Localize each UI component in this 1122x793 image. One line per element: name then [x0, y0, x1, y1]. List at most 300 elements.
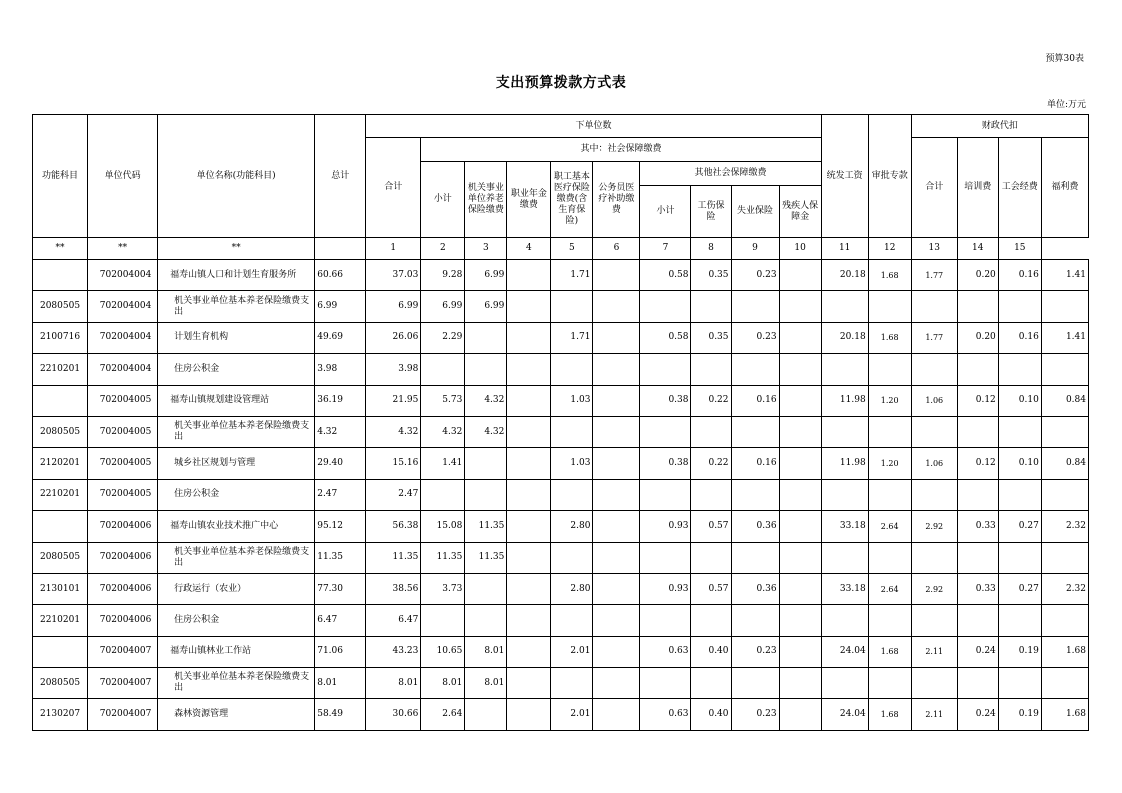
cell-ss-subtotal: 1.41	[421, 448, 465, 479]
header-salary: 统发工资	[821, 115, 868, 238]
cell-fd-sum	[911, 605, 957, 636]
cell-civil-medical	[593, 668, 640, 699]
cell-sum: 56.38	[366, 511, 421, 542]
cell-disability	[779, 605, 821, 636]
cell-other-subtotal	[640, 605, 691, 636]
cell-disability	[779, 260, 821, 291]
cell-total: 8.01	[315, 668, 366, 699]
cell-injury	[691, 291, 731, 322]
cell-welfare: 0.84	[1041, 448, 1088, 479]
cell-welfare: 1.68	[1041, 636, 1088, 667]
index-cell: 5	[551, 238, 593, 260]
cell-welfare	[1041, 479, 1088, 510]
cell-total: 77.30	[315, 573, 366, 604]
cell-training	[957, 668, 998, 699]
cell-unemployment: 0.23	[731, 260, 779, 291]
header-social-security: 其中：社会保障缴费	[421, 138, 821, 162]
cell-ss-subtotal: 4.32	[421, 416, 465, 447]
cell-func-subject: 2080505	[33, 668, 88, 699]
cell-other-subtotal	[640, 291, 691, 322]
index-cell	[315, 238, 366, 260]
index-cell: 15	[998, 238, 1041, 260]
header-unit-code: 单位代码	[88, 115, 158, 238]
cell-injury	[691, 668, 731, 699]
cell-annuity	[507, 385, 551, 416]
cell-civil-medical	[593, 354, 640, 385]
cell-sum: 21.95	[366, 385, 421, 416]
cell-union: 0.19	[998, 636, 1041, 667]
cell-sum: 4.32	[366, 416, 421, 447]
cell-annuity	[507, 354, 551, 385]
table-row	[33, 479, 1089, 510]
cell-annuity	[507, 699, 551, 730]
cell-fd-sum: 2.92	[911, 573, 957, 604]
cell-annuity	[507, 668, 551, 699]
header-disability: 残疾人保障金	[779, 186, 821, 238]
cell-other-subtotal	[640, 479, 691, 510]
cell-unit-code: 702004005	[88, 385, 158, 416]
header-training: 培训费	[957, 138, 998, 238]
table-row	[33, 448, 1089, 479]
cell-other-subtotal: 0.38	[640, 448, 691, 479]
cell-inst-pension: 8.01	[465, 668, 507, 699]
table-row	[33, 354, 1089, 385]
cell-func-subject: 2210201	[33, 605, 88, 636]
cell-unit-name: 福寿山镇林业工作站	[158, 636, 315, 667]
header-annuity: 职业年金缴费	[507, 162, 551, 238]
cell-func-subject: 2080505	[33, 291, 88, 322]
cell-injury	[691, 416, 731, 447]
cell-inst-pension: 4.32	[465, 416, 507, 447]
header-welfare: 福利费	[1041, 138, 1088, 238]
cell-unemployment	[731, 291, 779, 322]
cell-inst-pension: 4.32	[465, 385, 507, 416]
cell-union: 0.16	[998, 322, 1041, 353]
cell-unit-code: 702004006	[88, 605, 158, 636]
cell-training: 0.12	[957, 448, 998, 479]
cell-injury: 0.57	[691, 511, 731, 542]
cell-sum: 2.47	[366, 479, 421, 510]
cell-training	[957, 416, 998, 447]
cell-sum: 11.35	[366, 542, 421, 573]
cell-medical: 1.71	[551, 260, 593, 291]
cell-annuity	[507, 573, 551, 604]
cell-annuity	[507, 605, 551, 636]
header-ss-subtotal: 小计	[421, 162, 465, 238]
cell-medical: 2.01	[551, 699, 593, 730]
cell-salary: 24.04	[821, 699, 868, 730]
cell-civil-medical	[593, 385, 640, 416]
cell-total: 95.12	[315, 511, 366, 542]
cell-ss-subtotal: 2.64	[421, 699, 465, 730]
table-row	[33, 542, 1089, 573]
cell-other-subtotal	[640, 668, 691, 699]
cell-unit-name: 福寿山镇农业技术推广中心	[158, 511, 315, 542]
cell-unit-code: 702004007	[88, 636, 158, 667]
cell-fd-sum: 2.11	[911, 699, 957, 730]
index-cell: 6	[593, 238, 640, 260]
index-cell: 12	[868, 238, 911, 260]
table-row	[33, 291, 1089, 322]
cell-func-subject: 2210201	[33, 354, 88, 385]
cell-approved: 1.20	[868, 385, 911, 416]
header-lower-units: 下单位数	[366, 115, 821, 138]
cell-inst-pension: 11.35	[465, 511, 507, 542]
cell-unit-code: 702004007	[88, 668, 158, 699]
cell-salary: 20.18	[821, 260, 868, 291]
cell-ss-subtotal: 3.73	[421, 573, 465, 604]
cell-union	[998, 542, 1041, 573]
unit-label: 单位:万元	[1046, 100, 1086, 110]
header-other-subtotal: 小计	[640, 186, 691, 238]
cell-unit-name: 机关事业单位基本养老保险缴费支出	[158, 542, 315, 573]
index-cell: 11	[821, 238, 868, 260]
cell-approved: 1.68	[868, 322, 911, 353]
cell-union	[998, 668, 1041, 699]
cell-other-subtotal: 0.93	[640, 511, 691, 542]
cell-disability	[779, 573, 821, 604]
budget-table	[32, 114, 1089, 731]
cell-total: 36.19	[315, 385, 366, 416]
cell-welfare: 0.84	[1041, 385, 1088, 416]
cell-training: 0.33	[957, 511, 998, 542]
table-body	[33, 260, 1089, 731]
cell-approved: 2.64	[868, 511, 911, 542]
cell-func-subject: 2210201	[33, 479, 88, 510]
cell-annuity	[507, 448, 551, 479]
cell-welfare	[1041, 668, 1088, 699]
index-cell: 13	[911, 238, 957, 260]
cell-fd-sum	[911, 479, 957, 510]
cell-approved	[868, 668, 911, 699]
cell-other-subtotal	[640, 542, 691, 573]
cell-unemployment: 0.23	[731, 636, 779, 667]
header-civil-medical: 公务员医疗补助缴费	[593, 162, 640, 238]
cell-total: 71.06	[315, 636, 366, 667]
cell-disability	[779, 636, 821, 667]
cell-disability	[779, 699, 821, 730]
cell-welfare: 2.32	[1041, 511, 1088, 542]
cell-approved: 1.68	[868, 636, 911, 667]
cell-fd-sum: 1.06	[911, 385, 957, 416]
cell-civil-medical	[593, 511, 640, 542]
cell-civil-medical	[593, 291, 640, 322]
cell-training: 0.20	[957, 260, 998, 291]
cell-other-subtotal: 0.63	[640, 636, 691, 667]
table-row	[33, 668, 1089, 699]
cell-disability	[779, 448, 821, 479]
cell-total: 60.66	[315, 260, 366, 291]
cell-unit-name: 住房公积金	[158, 605, 315, 636]
cell-annuity	[507, 636, 551, 667]
cell-total: 58.49	[315, 699, 366, 730]
cell-salary	[821, 605, 868, 636]
cell-union	[998, 479, 1041, 510]
cell-medical	[551, 354, 593, 385]
cell-fd-sum: 2.92	[911, 511, 957, 542]
cell-disability	[779, 668, 821, 699]
cell-injury: 0.40	[691, 636, 731, 667]
cell-other-subtotal: 0.93	[640, 573, 691, 604]
cell-annuity	[507, 416, 551, 447]
table-number: 预算30表	[1045, 54, 1084, 64]
cell-medical	[551, 542, 593, 573]
cell-medical: 2.01	[551, 636, 593, 667]
cell-sum: 3.98	[366, 354, 421, 385]
index-cell: 14	[957, 238, 998, 260]
cell-salary	[821, 668, 868, 699]
cell-unit-code: 702004006	[88, 542, 158, 573]
cell-salary	[821, 479, 868, 510]
cell-welfare	[1041, 605, 1088, 636]
cell-injury: 0.22	[691, 385, 731, 416]
cell-training: 0.24	[957, 636, 998, 667]
header-total: 总计	[315, 115, 366, 238]
cell-training: 0.20	[957, 322, 998, 353]
cell-inst-pension	[465, 322, 507, 353]
cell-unit-name: 城乡社区规划与管理	[158, 448, 315, 479]
cell-welfare: 1.41	[1041, 322, 1088, 353]
cell-approved	[868, 416, 911, 447]
header-injury: 工伤保险	[691, 186, 731, 238]
cell-civil-medical	[593, 573, 640, 604]
cell-annuity	[507, 322, 551, 353]
cell-annuity	[507, 260, 551, 291]
cell-other-subtotal: 0.38	[640, 385, 691, 416]
cell-fd-sum	[911, 354, 957, 385]
cell-unemployment	[731, 354, 779, 385]
index-cell: **	[33, 238, 88, 260]
cell-disability	[779, 511, 821, 542]
cell-inst-pension	[465, 479, 507, 510]
cell-approved	[868, 479, 911, 510]
cell-fd-sum: 1.77	[911, 260, 957, 291]
cell-other-subtotal: 0.58	[640, 322, 691, 353]
cell-func-subject	[33, 260, 88, 291]
cell-other-subtotal: 0.58	[640, 260, 691, 291]
cell-unemployment	[731, 416, 779, 447]
cell-welfare: 2.32	[1041, 573, 1088, 604]
cell-unit-code: 702004004	[88, 291, 158, 322]
cell-unit-name: 住房公积金	[158, 354, 315, 385]
cell-inst-pension: 6.99	[465, 260, 507, 291]
cell-unit-code: 702004005	[88, 448, 158, 479]
cell-union: 0.27	[998, 573, 1041, 604]
cell-unit-code: 702004006	[88, 511, 158, 542]
cell-unemployment: 0.23	[731, 699, 779, 730]
table-header	[33, 115, 1089, 260]
cell-approved: 2.64	[868, 573, 911, 604]
table-row	[33, 573, 1089, 604]
cell-welfare	[1041, 416, 1088, 447]
cell-union: 0.10	[998, 448, 1041, 479]
cell-func-subject: 2080505	[33, 542, 88, 573]
cell-medical: 1.71	[551, 322, 593, 353]
cell-inst-pension: 11.35	[465, 542, 507, 573]
cell-disability	[779, 542, 821, 573]
cell-approved	[868, 354, 911, 385]
cell-civil-medical	[593, 542, 640, 573]
cell-unemployment: 0.16	[731, 448, 779, 479]
cell-disability	[779, 416, 821, 447]
cell-training	[957, 605, 998, 636]
cell-medical: 1.03	[551, 385, 593, 416]
cell-func-subject: 2130101	[33, 573, 88, 604]
cell-fd-sum: 1.06	[911, 448, 957, 479]
cell-fd-sum	[911, 291, 957, 322]
cell-salary	[821, 542, 868, 573]
cell-disability	[779, 479, 821, 510]
cell-unit-name: 计划生育机构	[158, 322, 315, 353]
cell-unit-code: 702004005	[88, 416, 158, 447]
cell-total: 49.69	[315, 322, 366, 353]
table-row	[33, 699, 1089, 730]
cell-approved: 1.20	[868, 448, 911, 479]
cell-unit-name: 福寿山镇规划建设管理站	[158, 385, 315, 416]
cell-injury: 0.35	[691, 260, 731, 291]
header-approved: 审批专款	[868, 115, 911, 238]
cell-approved	[868, 605, 911, 636]
cell-inst-pension	[465, 354, 507, 385]
header-medical: 职工基本医疗保险缴费(含生育保险)	[551, 162, 593, 238]
cell-other-subtotal	[640, 416, 691, 447]
cell-total: 4.32	[315, 416, 366, 447]
cell-civil-medical	[593, 322, 640, 353]
cell-unit-name: 机关事业单位基本养老保险缴费支出	[158, 416, 315, 447]
cell-unemployment: 0.36	[731, 573, 779, 604]
table-row	[33, 322, 1089, 353]
cell-sum: 37.03	[366, 260, 421, 291]
cell-sum: 6.47	[366, 605, 421, 636]
cell-union	[998, 605, 1041, 636]
table-row	[33, 260, 1089, 291]
cell-ss-subtotal: 10.65	[421, 636, 465, 667]
cell-inst-pension	[465, 605, 507, 636]
table-row	[33, 385, 1089, 416]
table-row	[33, 416, 1089, 447]
cell-sum: 6.99	[366, 291, 421, 322]
cell-injury: 0.22	[691, 448, 731, 479]
cell-inst-pension	[465, 699, 507, 730]
cell-sum: 30.66	[366, 699, 421, 730]
index-cell: 9	[731, 238, 779, 260]
cell-unit-name: 住房公积金	[158, 479, 315, 510]
cell-salary	[821, 354, 868, 385]
cell-injury	[691, 479, 731, 510]
cell-annuity	[507, 542, 551, 573]
cell-total: 2.47	[315, 479, 366, 510]
cell-ss-subtotal: 5.73	[421, 385, 465, 416]
cell-unit-name: 森林资源管理	[158, 699, 315, 730]
cell-unit-name: 机关事业单位基本养老保险缴费支出	[158, 291, 315, 322]
cell-medical	[551, 605, 593, 636]
cell-ss-subtotal	[421, 479, 465, 510]
cell-approved	[868, 542, 911, 573]
cell-civil-medical	[593, 416, 640, 447]
cell-union	[998, 416, 1041, 447]
cell-training: 0.33	[957, 573, 998, 604]
header-inst-pension: 机关事业单位养老保险缴费	[465, 162, 507, 238]
cell-disability	[779, 322, 821, 353]
cell-func-subject: 2120201	[33, 448, 88, 479]
cell-salary: 11.98	[821, 385, 868, 416]
cell-welfare: 1.41	[1041, 260, 1088, 291]
cell-salary: 11.98	[821, 448, 868, 479]
cell-annuity	[507, 479, 551, 510]
cell-fd-sum: 2.11	[911, 636, 957, 667]
cell-salary: 33.18	[821, 573, 868, 604]
cell-unemployment	[731, 668, 779, 699]
cell-medical: 1.03	[551, 448, 593, 479]
cell-unit-name: 福寿山镇人口和计划生育服务所	[158, 260, 315, 291]
table-row	[33, 511, 1089, 542]
header-other-ss: 其他社会保障缴费	[640, 162, 821, 186]
cell-unemployment: 0.16	[731, 385, 779, 416]
cell-union: 0.16	[998, 260, 1041, 291]
cell-training: 0.24	[957, 699, 998, 730]
cell-inst-pension	[465, 573, 507, 604]
header-fiscal-deduct: 财政代扣	[911, 115, 1088, 138]
cell-sum: 8.01	[366, 668, 421, 699]
index-cell: **	[88, 238, 158, 260]
cell-func-subject	[33, 385, 88, 416]
index-cell: 4	[507, 238, 551, 260]
cell-annuity	[507, 511, 551, 542]
cell-medical: 2.80	[551, 511, 593, 542]
cell-unit-code: 702004007	[88, 699, 158, 730]
cell-union: 0.10	[998, 385, 1041, 416]
index-cell: 8	[691, 238, 731, 260]
header-fd-sum: 合计	[911, 138, 957, 238]
cell-welfare	[1041, 354, 1088, 385]
cell-unemployment	[731, 479, 779, 510]
cell-unemployment	[731, 605, 779, 636]
cell-unemployment	[731, 542, 779, 573]
cell-sum: 38.56	[366, 573, 421, 604]
cell-union	[998, 354, 1041, 385]
cell-training	[957, 542, 998, 573]
cell-inst-pension: 8.01	[465, 636, 507, 667]
cell-func-subject	[33, 636, 88, 667]
index-cell: 7	[640, 238, 691, 260]
cell-medical	[551, 479, 593, 510]
cell-civil-medical	[593, 448, 640, 479]
index-cell: 2	[421, 238, 465, 260]
cell-civil-medical	[593, 605, 640, 636]
cell-func-subject: 2080505	[33, 416, 88, 447]
cell-salary: 20.18	[821, 322, 868, 353]
cell-unit-name: 机关事业单位基本养老保险缴费支出	[158, 668, 315, 699]
cell-disability	[779, 385, 821, 416]
cell-sum: 15.16	[366, 448, 421, 479]
cell-total: 29.40	[315, 448, 366, 479]
index-cell: 10	[779, 238, 821, 260]
cell-disability	[779, 291, 821, 322]
cell-training	[957, 354, 998, 385]
header-sum: 合计	[366, 138, 421, 238]
cell-civil-medical	[593, 260, 640, 291]
index-row	[33, 238, 1089, 260]
cell-fd-sum: 1.77	[911, 322, 957, 353]
cell-injury	[691, 605, 731, 636]
cell-injury: 0.57	[691, 573, 731, 604]
cell-ss-subtotal: 2.29	[421, 322, 465, 353]
table-row	[33, 605, 1089, 636]
cell-welfare: 1.68	[1041, 699, 1088, 730]
header-unit-name: 单位名称(功能科目)	[158, 115, 315, 238]
cell-ss-subtotal: 15.08	[421, 511, 465, 542]
cell-fd-sum	[911, 668, 957, 699]
